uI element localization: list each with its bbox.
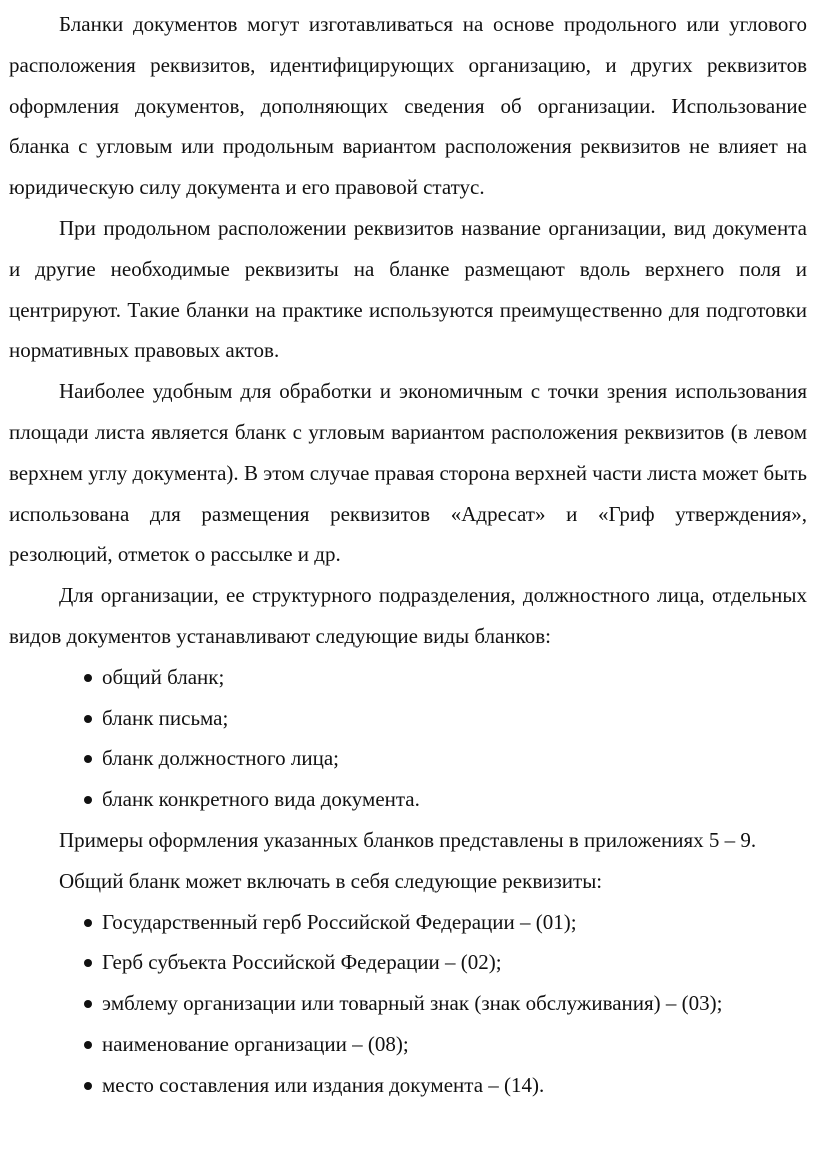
list-item: бланк письма; (84, 698, 807, 739)
list-item: Государственный герб Российской Федерации – (01); (84, 902, 807, 943)
paragraph-examples-reference: Примеры оформления указанных бланков представлены в приложениях 5 – 9. (59, 827, 757, 852)
list-item: наименование организации – (08); (84, 1024, 807, 1065)
list-item: бланк должностного лица; (84, 738, 807, 779)
list-item: Герб субъекта Российской Федерации – (02); (84, 942, 807, 983)
paragraph-blank-types-intro: Бланки документов могут изготавливаться на основе продольного или углового расположения реквизитов, идентифицирующих организацию, и других реквизитов оформления документов, дополняющих сведения об организации. Использование бланка с угловым или продольным вариантом расположения реквизитов не влияет на юридическую силу документа и его правовой статус. (9, 12, 807, 200)
list-item: бланк конкретного вида документа. (84, 779, 807, 820)
list-item: эмблему организации или товарный знак (знак обслуживания) – (03); (84, 983, 807, 1024)
list-item: общий бланк; (84, 657, 807, 698)
paragraph-longitudinal-layout: При продольном расположении реквизитов название организации, вид документа и другие необходимые реквизиты на бланке размещают вдоль верхнего поля и центрируют. Такие бланки на практике используются преимущественно для подготовки нормативных правовых актов. (9, 215, 807, 363)
paragraph-general-blank-requisites: Общий бланк может включать в себя следующие реквизиты: (59, 868, 603, 893)
paragraph-corner-layout: Наиболее удобным для обработки и экономичным с точки зрения использования площади листа является бланк с угловым вариантом расположения реквизитов (в левом верхнем углу документа). В этом случае правая сторона верхней части листа может быть использована для размещения реквизитов «Адресат» и «Гриф утверждения», резолюций, отметок о рассылке и др. (9, 379, 807, 567)
blank-kinds-list (9, 657, 807, 820)
general-blank-requisites-list (9, 902, 807, 1106)
paragraph-blank-kinds: Для организации, ее структурного подразделения, должностного лица, отдельных видов документов устанавливают следующие виды бланков: (9, 583, 807, 648)
document-page (9, 4, 807, 1106)
list-item: место составления или издания документа – (14). (84, 1065, 807, 1106)
